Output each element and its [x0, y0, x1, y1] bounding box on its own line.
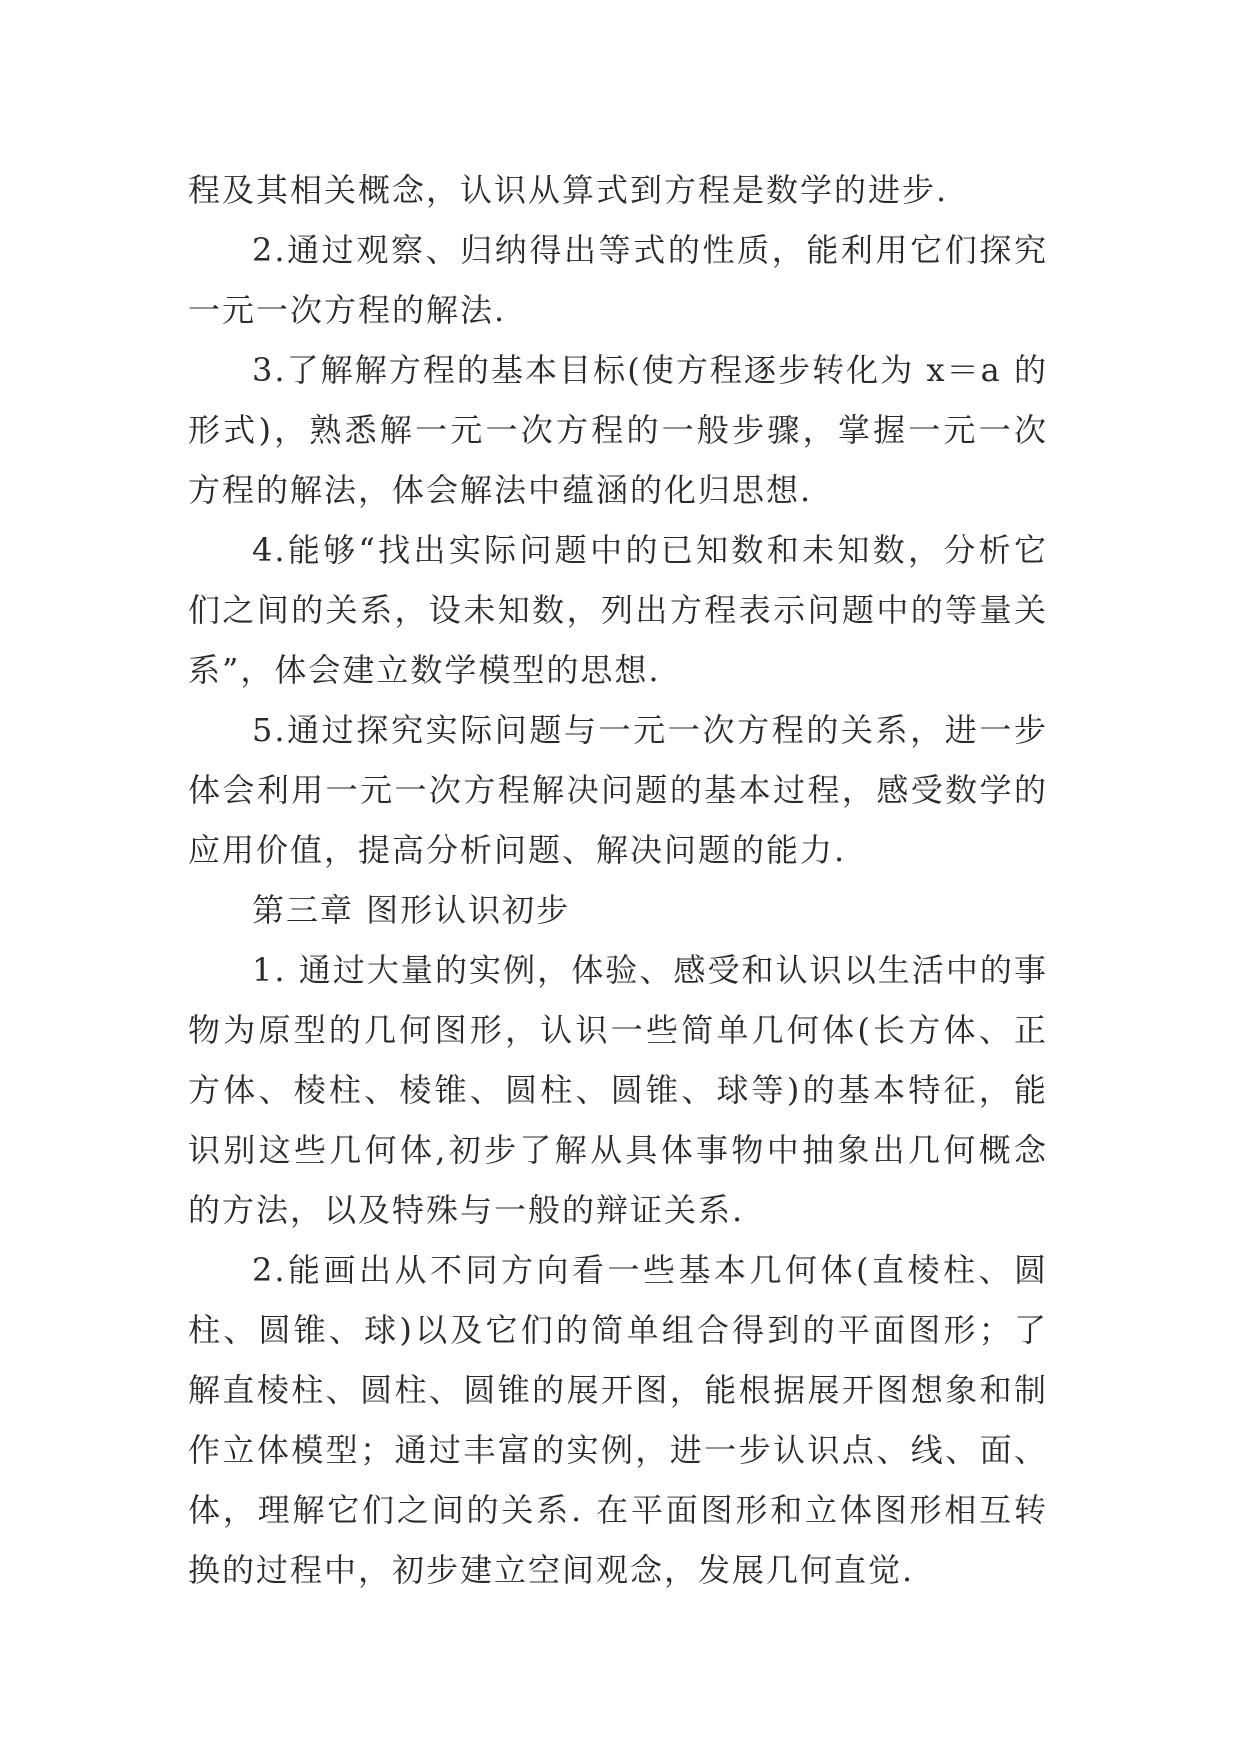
paragraph-continued-intro: 程及其相关概念，认识从算式到方程是数学的进步.: [188, 171, 949, 209]
paragraph-item-4-modeling: 4.能够“找出实际问题中的已知数和未知数，分析它们之间的关系，设未知数，列出方程表示问题中的等量关系”，体会建立数学模型的思想.: [188, 531, 1048, 689]
paragraph-chapter3-item-1: 1. 通过大量的实例，体验、感受和认识以生活中的事物为原型的几何图形，认识一些简单几何体(长方体、正方体、棱柱、棱锥、圆柱、圆锥、球等)的基本特征，能识别这些几何体,初步了解从具体事物中抽象出几何概念的方法，以及特殊与一般的辩证关系.: [188, 951, 1048, 1229]
document-page: [188, 160, 1048, 1600]
paragraph-item-5-application: 5.通过探究实际问题与一元一次方程的关系，进一步体会利用一元一次方程解决问题的基本过程，感受数学的应用价值，提高分析问题、解决问题的能力.: [188, 711, 1048, 869]
paragraph-item-3-solving-goal: 3.了解解方程的基本目标(使方程逐步转化为 x＝a 的形式)，熟悉解一元一次方程的一般步骤，掌握一元一次方程的解法，体会解法中蕴涵的化归思想.: [188, 351, 1048, 509]
paragraph-item-2-equation-properties: 2.通过观察、归纳得出等式的性质，能利用它们探究一元一次方程的解法.: [188, 231, 1048, 329]
chapter-heading: 第三章 图形认识初步: [252, 891, 571, 929]
paragraph-chapter3-item-2: 2.能画出从不同方向看一些基本几何体(直棱柱、圆柱、圆锥、球)以及它们的简单组合得到的平面图形；了解直棱柱、圆柱、圆锥的展开图，能根据展开图想象和制作立体模型；通过丰富的实例，进一步认识点、线、面、体，理解它们之间的关系. 在平面图形和立体图形相互转换的过程中，初步建立空间观念，发展几何直觉.: [188, 1251, 1048, 1589]
